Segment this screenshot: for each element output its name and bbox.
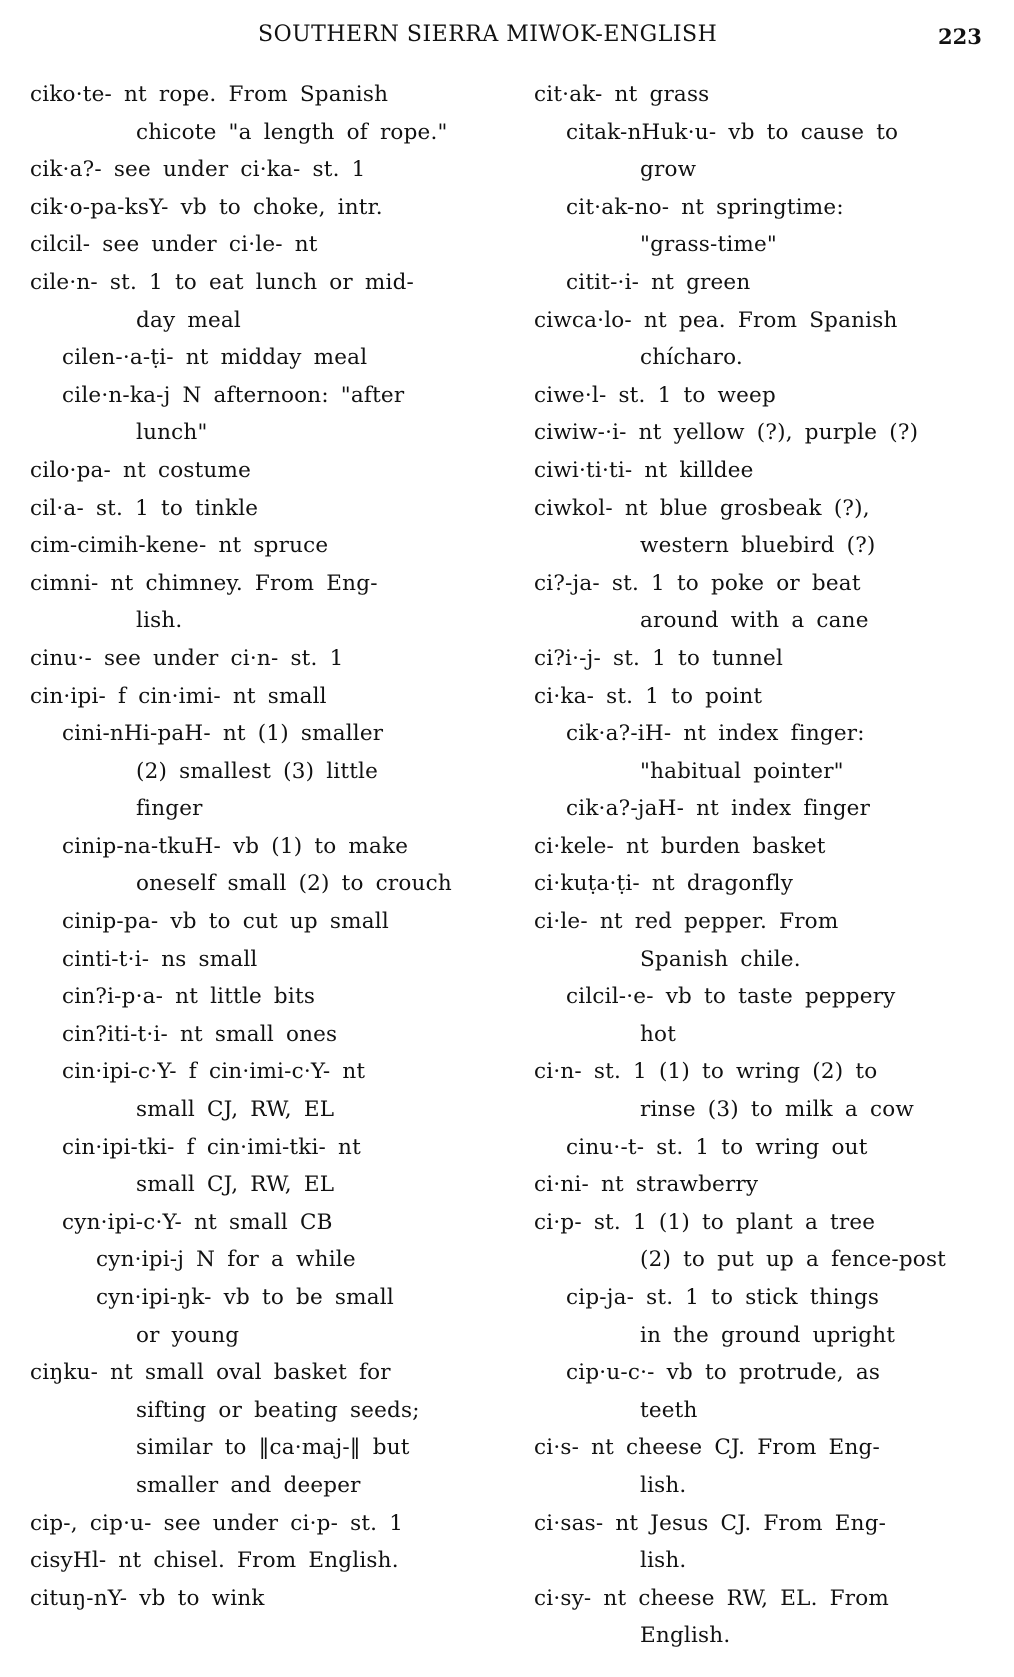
right-column [530, 76, 1008, 1655]
dictionary-entry-line: ciwi·ti·ti- nt killdee [534, 457, 754, 483]
left-column [26, 76, 504, 1617]
entry-continuation-line: teeth [640, 1397, 698, 1423]
dictionary-entry-line: ci·p- st. 1 (1) to plant a tree [534, 1209, 876, 1235]
entry-continuation-line: (2) to put up a fence-post [640, 1247, 947, 1273]
dictionary-entry-line: ciŋku- nt small oval basket for [30, 1360, 391, 1386]
dictionary-entry-line: cip·u-c·- vb to protrude, as [566, 1360, 881, 1386]
dictionary-entry-line: cit·ak- nt grass [534, 82, 710, 107]
dictionary-entry-line: cyn·ipi-ŋk- vb to be small [96, 1285, 394, 1310]
dictionary-entry-line: cisyHl- nt chisel. From English. [30, 1548, 399, 1574]
dictionary-entry-line: cilcil-·e- vb to taste peppery [566, 984, 896, 1010]
page-header [0, 22, 1014, 52]
dictionary-entry-line: ci?-ja- st. 1 to poke or beat [534, 570, 861, 596]
entry-continuation-line: grow [640, 157, 697, 183]
dictionary-entry-line: cimni- nt chimney. From Eng- [30, 570, 378, 596]
entry-continuation-line: smaller and deeper [136, 1472, 361, 1498]
entry-continuation-line: sifting or beating seeds; [136, 1397, 420, 1423]
entry-continuation-line: small CJ, RW, EL [136, 1097, 335, 1123]
dictionary-entry-line: cin·ipi- f cin·imi- nt small [30, 683, 327, 709]
entry-continuation-line: rinse (3) to milk a cow [640, 1097, 914, 1123]
entry-continuation-line: finger [136, 796, 203, 822]
dictionary-entry-line: cyn·ipi-j N for a while [96, 1247, 356, 1273]
dictionary-entry-line: ci·sas- nt Jesus CJ. From Eng- [534, 1510, 887, 1536]
entry-continuation-line: in the ground upright [640, 1322, 896, 1348]
dictionary-entry-line: cit·ak-no- nt springtime: [566, 194, 844, 220]
page-number: 223 [938, 24, 982, 49]
dictionary-entry-line: cin?i-p·a- nt little bits [62, 984, 316, 1010]
dictionary-entry-line: cip-, cip·u- see under ci·p- st. 1 [30, 1510, 404, 1536]
dictionary-entry-line: cinu·-t- st. 1 to wring out [566, 1134, 868, 1160]
dictionary-entry-line: ci·kuṭa·ṭi- nt dragonfly [534, 871, 794, 897]
dictionary-entry-line: cile·n-ka-j N afternoon: "after [62, 382, 405, 408]
dictionary-entry-line: ci·le- nt red pepper. From [534, 909, 839, 935]
dictionary-entry-line: cilen-·a-ṭi- nt midday meal [62, 345, 368, 371]
dictionary-entry-line: cik·a?- see under ci·ka- st. 1 [30, 157, 366, 183]
running-title: SOUTHERN SIERRA MIWOK-ENGLISH [258, 22, 718, 47]
dictionary-entry-line: cinip-na-tkuH- vb (1) to make [62, 833, 409, 859]
dictionary-entry-line: ci·n- st. 1 (1) to wring (2) to [534, 1059, 878, 1085]
dictionary-entry-line: cilo·pa- nt costume [30, 457, 251, 483]
dictionary-entry-line: cinip-pa- vb to cut up small [62, 909, 389, 935]
dictionary-entry-line: cin·ipi-tki- f cin·imi-tki- nt [62, 1134, 361, 1160]
dictionary-entry-line: cim-cimih-kene- nt spruce [30, 533, 329, 559]
entry-continuation-line: chícharo. [640, 345, 743, 371]
entry-continuation-line: English. [640, 1623, 731, 1649]
entry-continuation-line: oneself small (2) to crouch [136, 871, 452, 897]
dictionary-entry-line: cip-ja- st. 1 to stick things [566, 1285, 880, 1310]
dictionary-entry-line: ciwiw-·i- nt yellow (?), purple (?) [534, 420, 919, 446]
dictionary-entry-line: ci·ka- st. 1 to point [534, 683, 763, 709]
entry-continuation-line: similar to ‖ca·maj-‖ but [136, 1435, 410, 1461]
dictionary-entry-line: cilcil- see under ci·le- nt [30, 232, 318, 258]
entry-continuation-line: small CJ, RW, EL [136, 1172, 335, 1198]
dictionary-entry-line: cini-nHi-paH- nt (1) smaller [62, 721, 384, 747]
entry-continuation-line: "habitual pointer" [640, 758, 844, 784]
entry-continuation-line: or young [136, 1322, 240, 1348]
entry-continuation-line: lunch" [136, 420, 208, 446]
dictionary-entry-line: cik·o-pa-ksY- vb to choke, intr. [30, 194, 383, 220]
dictionary-entry-line: ciwca·lo- nt pea. From Spanish [534, 307, 898, 333]
entry-continuation-line: chicote "a length of rope." [136, 119, 448, 145]
dictionary-entry-line: ci·ni- nt strawberry [534, 1172, 759, 1198]
entry-continuation-line: western bluebird (?) [640, 533, 876, 559]
entry-continuation-line: "grass-time" [640, 232, 777, 258]
dictionary-entry-line: cil·a- st. 1 to tinkle [30, 495, 259, 521]
dictionary-entry-line: cin?iti-t·i- nt small ones [62, 1021, 338, 1047]
dictionary-entry-line: cituŋ-nY- vb to wink [30, 1585, 265, 1611]
entry-continuation-line: day meal [136, 307, 241, 333]
dictionary-entry-line: citit-·i- nt green [566, 269, 751, 295]
dictionary-entry-line: ci?i·-j- st. 1 to tunnel [534, 645, 784, 671]
dictionary-entry-line: ciwe·l- st. 1 to weep [534, 382, 776, 408]
entry-continuation-line: lish. [136, 608, 183, 634]
entry-continuation-line: lish. [640, 1548, 687, 1574]
dictionary-entry-line: cik·a?-jaH- nt index finger [566, 796, 871, 822]
dictionary-entry-line: cile·n- st. 1 to eat lunch or mid- [30, 269, 415, 295]
dictionary-entry-line: cin·ipi-c·Y- f cin·imi-c·Y- nt [62, 1059, 366, 1085]
entry-continuation-line: around with a cane [640, 608, 869, 634]
dictionary-entry-line: cinti-t·i- ns small [62, 946, 258, 972]
entry-continuation-line: hot [640, 1021, 677, 1047]
entry-continuation-line: (2) smallest (3) little [136, 758, 379, 784]
dictionary-entry-line: ci·s- nt cheese CJ. From Eng- [534, 1435, 880, 1461]
dictionary-entry-line: citak-nHuk·u- vb to cause to [566, 119, 899, 145]
entry-continuation-line: lish. [640, 1472, 687, 1498]
dictionary-entry-line: ciwkol- nt blue grosbeak (?), [534, 495, 870, 521]
dictionary-entry-line: cik·a?-iH- nt index finger: [566, 721, 865, 747]
dictionary-entry-line: ciko·te- nt rope. From Spanish [30, 82, 389, 107]
dictionary-entry-line: ci·kele- nt burden basket [534, 833, 826, 859]
dictionary-entry-line: cinu·- see under ci·n- st. 1 [30, 645, 344, 671]
dictionary-entry-line: ci·sy- nt cheese RW, EL. From [534, 1585, 889, 1611]
entry-continuation-line: Spanish chile. [640, 946, 801, 972]
dictionary-entry-line: cyn·ipi-c·Y- nt small CB [62, 1209, 333, 1235]
